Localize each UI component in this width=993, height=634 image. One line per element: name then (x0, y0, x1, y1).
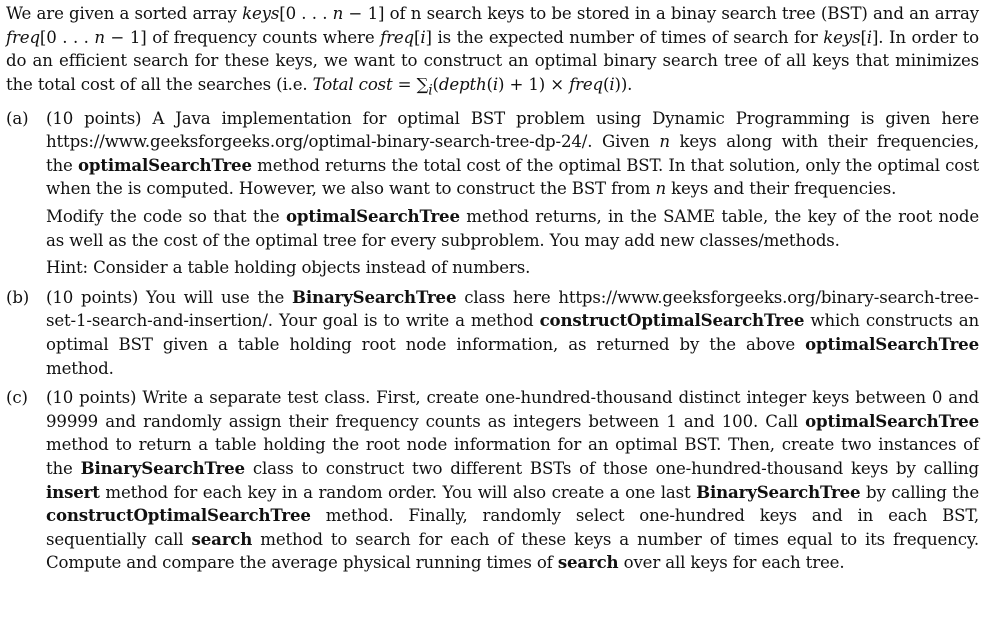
text: ( (486, 74, 493, 94)
text: [0 . . . (39, 27, 95, 47)
question-part-a (6, 107, 979, 280)
method-name: insert (46, 481, 100, 502)
math-freq: freq (380, 27, 415, 47)
method-name: search (191, 528, 253, 549)
class-name: BinarySearchTree (80, 458, 245, 478)
text: keys and their frequencies. (665, 179, 897, 199)
math-freq: freq (6, 27, 40, 47)
text: [ (414, 27, 421, 47)
text: )). (614, 74, 633, 94)
text: method. Finally, randomly select one-hundred keys and in each BST, sequentially call (46, 506, 979, 549)
text: method to search for each of these keys a number of times equal to its frequency. Compute and compare the average physical running times of (46, 529, 979, 573)
text: ) + 1) × (498, 74, 570, 94)
text: method for each key in a random order. You will also create a one last (99, 482, 697, 502)
text: ] is the expected number of times of search for (425, 27, 824, 47)
text: method returns, in the SAME table, the key of the root node as well as the cost of the optimal tree for every subproblem. You may add new classes/methods. (46, 207, 979, 250)
math-i: i (492, 74, 499, 94)
question-list (6, 107, 979, 575)
math-keys: keys (823, 27, 861, 47)
text: ( (432, 74, 439, 94)
math-total-cost: Total cost (312, 74, 393, 94)
text: method to return a table holding the root node information for an optimal BST. Then, create two instances of the (46, 435, 979, 478)
part-a-hint: Hint: Consider a table holding objects instead of numbers. (46, 258, 531, 278)
intro-paragraph (6, 2, 979, 103)
math-n: n (332, 4, 344, 23)
part-label: (c) (6, 388, 28, 408)
math-n: n (655, 179, 666, 199)
text: (10 points) Write a separate test class. First, create one-hundred-thousand distinct integer keys between 0 and 99999 and randomly assign their frequency counts as integers between 1 and 100. Call (46, 388, 979, 431)
part-a-paragraph-2 (46, 205, 979, 252)
text: method. (46, 358, 114, 378)
text: [0 . . . (279, 4, 333, 23)
text: over all keys for each tree. (618, 553, 845, 573)
math-n: n (659, 132, 670, 152)
part-c-paragraph (46, 386, 979, 575)
text: [ (860, 27, 867, 47)
part-label: (a) (6, 108, 29, 128)
text: method returns the total cost of the optimal BST. In that solution, only the optimal cost when the is computed. However, we also want to construct the BST from (46, 155, 979, 199)
math-keys: keys (242, 4, 280, 23)
method-name: optimalSearchTree (77, 154, 252, 175)
part-a-paragraph-1 (46, 107, 979, 201)
math-i: i (420, 27, 426, 47)
class-name: BinarySearchTree (696, 481, 861, 502)
text: which constructs an optimal BST given a table holding root node information, as returned by the above (46, 311, 979, 355)
math-freq: freq (569, 74, 604, 94)
question-part-c (6, 386, 979, 575)
text: by calling the (860, 482, 979, 502)
method-name: optimalSearchTree (805, 410, 979, 431)
text: Modify the code so that the (46, 207, 286, 227)
method-name: optimalSearchTree (805, 334, 979, 355)
text: class to construct two different BSTs of those one-hundred-thousand keys by calling (244, 459, 979, 478)
part-label: (b) (6, 287, 30, 307)
text: We are given a sorted array (6, 4, 243, 23)
method-name: constructOptimalSearchTree (46, 505, 311, 526)
part-b-paragraph (46, 286, 979, 380)
text: − 1] of frequency counts where (104, 27, 381, 47)
text: class here https://www.geeksforgeeks.org/binary-search-tree-set-1-search-and-insertion/. Your goal is to write a method (46, 287, 979, 331)
text: − 1] of n search keys to be stored in a binay search tree (BST) and an array (343, 4, 979, 23)
method-name: search (557, 552, 619, 573)
math-depth: depth (438, 74, 487, 94)
text: (10 points) You will use the (46, 287, 293, 307)
text: ( (603, 74, 610, 94)
class-name: BinarySearchTree (292, 286, 457, 307)
math-i: i (866, 27, 872, 47)
text: keys along with their frequencies, the (46, 132, 979, 175)
method-name: optimalSearchTree (285, 206, 460, 227)
text: ]. In order to do an efficient search for these keys, we want to construct an optimal binary search tree of all keys that minimizes the total cost of all the searches (i.e. (6, 27, 980, 94)
math-sum: = ∑ (392, 74, 429, 94)
math-i: i (609, 74, 615, 94)
math-i: i (428, 82, 433, 99)
text: (10 points) A Java implementation for optimal BST problem using Dynamic Programming is given here https://www.geeksforgeeks.org/optimal-binary-search-tree-dp-24/. Given (46, 108, 979, 152)
math-n: n (94, 27, 105, 47)
method-name: constructOptimalSearchTree (539, 310, 805, 331)
question-part-b (6, 286, 979, 380)
